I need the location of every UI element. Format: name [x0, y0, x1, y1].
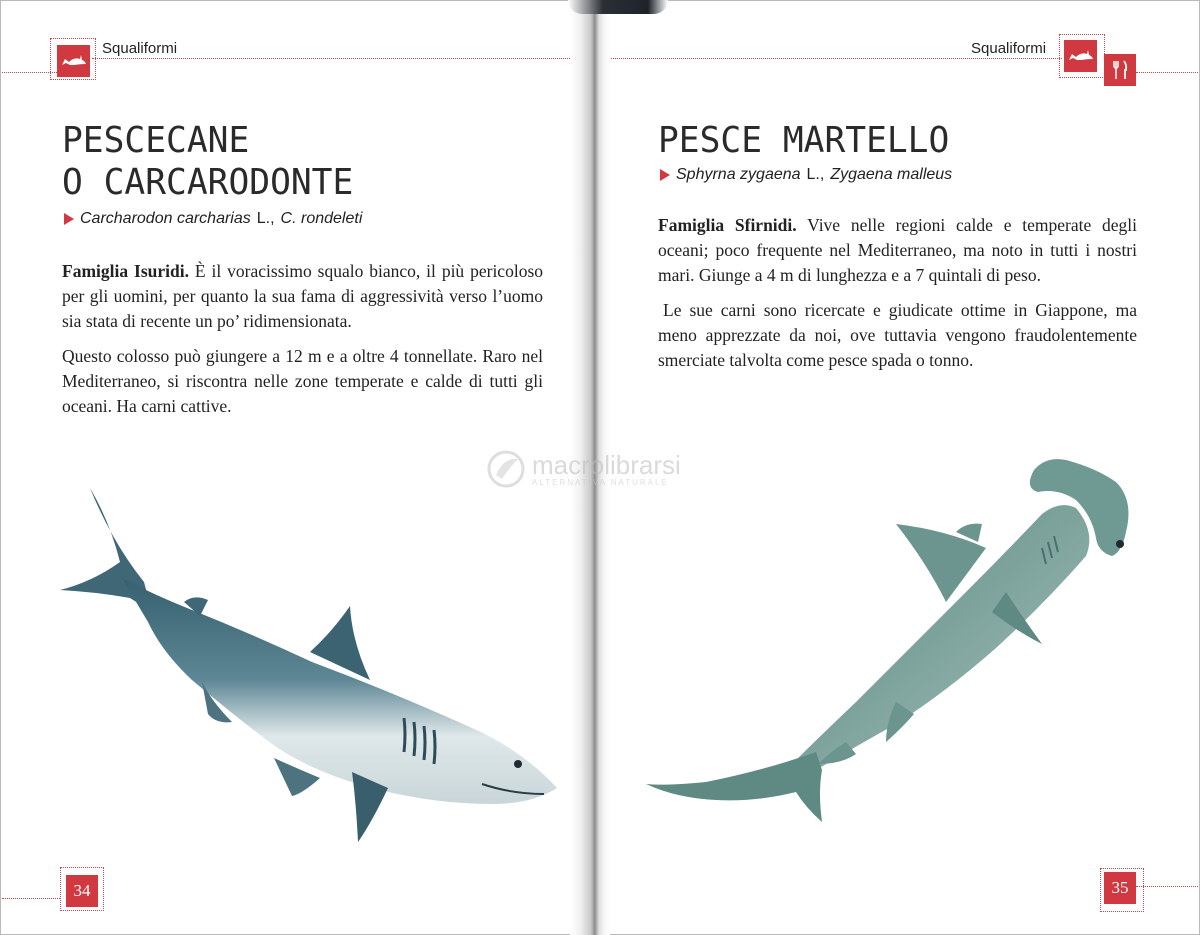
scientific-name	[64, 210, 362, 228]
shark-eye	[514, 760, 522, 768]
species-author: L.,	[806, 166, 825, 183]
footer-rule-left	[2, 898, 60, 899]
paragraph-1	[62, 259, 543, 334]
watermark-tagline: ALTERNATIVA NATURALE	[532, 477, 669, 487]
footer-rule-right	[1136, 886, 1198, 887]
scientific-name	[660, 166, 952, 184]
watermark-logo-icon	[486, 449, 526, 489]
paragraph-1	[658, 213, 1137, 288]
species-name: Carcharodon carcharias	[80, 210, 251, 227]
page-number: 35	[1111, 878, 1129, 897]
title-line-2: O CARCARODONTE	[62, 162, 354, 203]
species-synonym: C. rondeleti	[280, 210, 363, 227]
family-label: Famiglia Isuridi.	[62, 261, 189, 281]
shark-section-icon	[57, 45, 90, 77]
shark-section-icon	[1064, 40, 1097, 72]
header-label: Squaliformi	[971, 40, 1047, 57]
species-name: Sphyrna zygaena	[676, 166, 801, 183]
description	[62, 259, 543, 429]
header-rule-right	[1136, 72, 1198, 73]
watermark-brand: macrolibrarsi	[532, 449, 681, 480]
page-title: PESCE MARTELLO	[658, 120, 950, 161]
description	[658, 213, 1137, 383]
paragraph-2: Questo colosso può giungere a 12 m e a oltre 4 tonnellate. Raro nel Mediterraneo, si riscontra nelle zone temperate e calde di tutti gli oceani. Ha carni cattive.	[62, 346, 543, 416]
edible-fork-knife-icon	[1104, 54, 1136, 86]
shark-body	[122, 578, 557, 804]
watermark-text-block	[532, 449, 681, 487]
title-line-1: PESCECANE	[62, 120, 250, 161]
header-rule-left	[2, 72, 57, 73]
paragraph-1-text: È il voracissimo squalo bianco, il più pericoloso per gli uomini, per quanto la sua fama di aggressività verso l’uomo sia stata di recente un po’ ridimensionata.	[62, 261, 544, 331]
page-number-box	[1104, 872, 1136, 904]
paragraph-2: Le sue carni sono ricercate e giudicate ottime in Giappone, ma meno apprezzate da noi, ove tuttavia vengono fraudolentemente smerciate talvolta come pesce spada o tonno.	[658, 300, 1137, 370]
header-rule	[596, 58, 1062, 59]
header-rule	[92, 58, 572, 59]
watermark	[486, 444, 726, 494]
page-number: 34	[73, 881, 91, 900]
page-number-box	[66, 875, 98, 907]
hammerhead-shark-illustration	[646, 452, 1146, 832]
page-title	[62, 120, 353, 204]
book-spine-top	[568, 0, 668, 14]
species-synonym: Zygaena malleus	[830, 166, 953, 183]
header-label: Squaliformi	[102, 40, 178, 57]
bullet-triangle-icon	[64, 213, 74, 225]
great-white-shark-illustration	[52, 482, 562, 852]
paragraph-1-text: Vive nelle regioni calde e temperate degli oceani; poco frequente nel Mediterraneo, ma noto in tutti i nostri mari. Giunge a 4 m di lunghezza e a 7 quintali di peso.	[658, 215, 1137, 285]
species-author: L.,	[256, 210, 275, 227]
hammerhead-tail	[646, 752, 822, 822]
family-label: Famiglia Sfirnidi.	[658, 215, 797, 235]
bullet-triangle-icon	[660, 169, 670, 181]
hammerhead-eye	[1116, 540, 1124, 548]
